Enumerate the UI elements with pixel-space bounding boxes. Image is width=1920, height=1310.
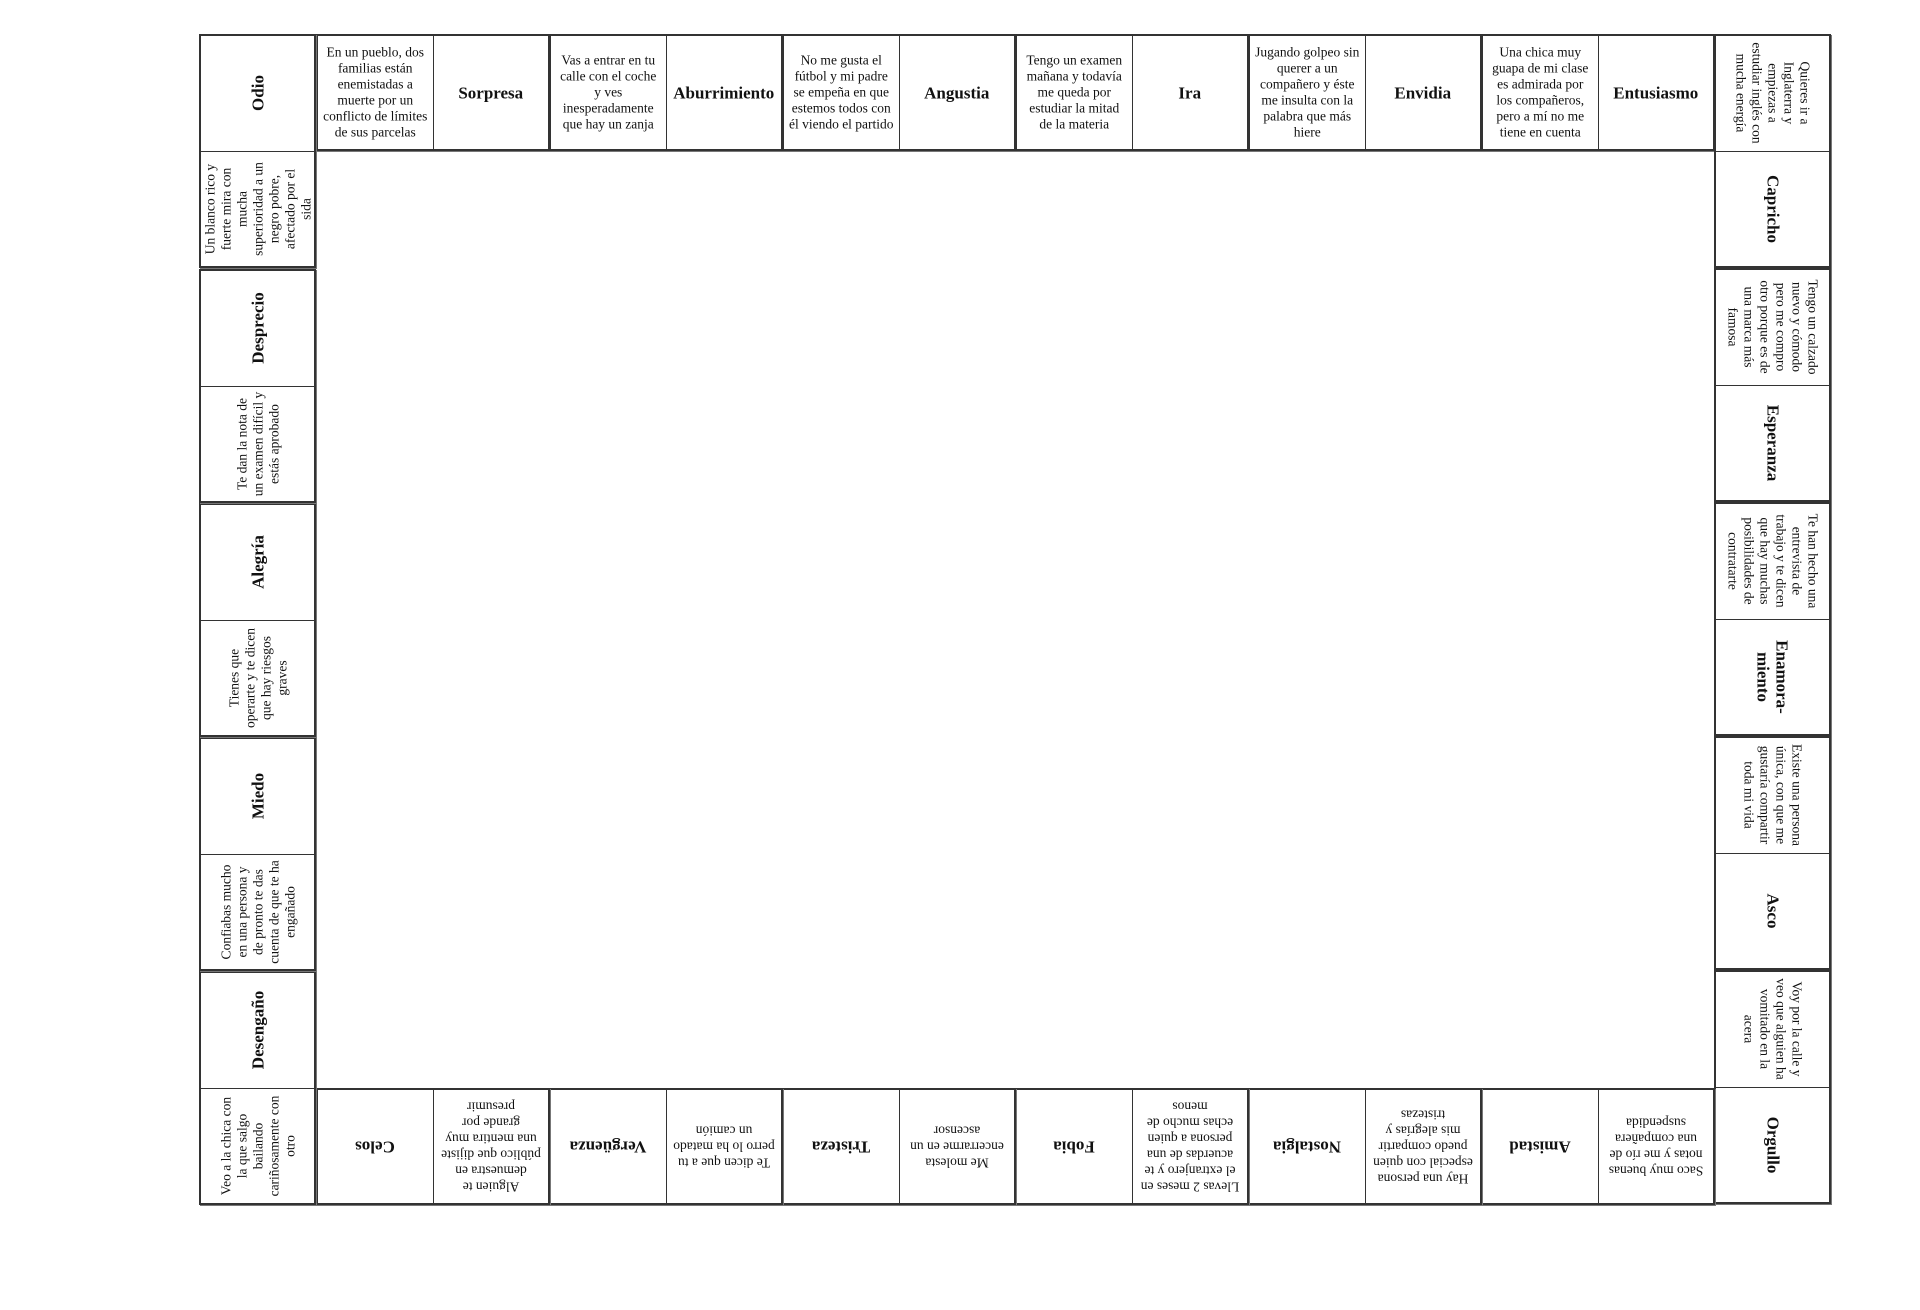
- domino-card: [199, 34, 316, 268]
- emotion-word: Desprecio: [248, 292, 267, 364]
- situation-text: Vas a entrar en tu calle con el coche y ves inesperadamente que hay un zanja: [560, 52, 657, 132]
- situation-text: Te han hecho una entrevista de trabajo y te dicen que hay muchas posibilidades de contratarte: [1725, 513, 1821, 609]
- domino-card: [1015, 1088, 1249, 1205]
- domino-card: [199, 269, 316, 503]
- emotion-word: Ira: [1178, 83, 1202, 102]
- emotion-word: Alegría: [248, 535, 267, 590]
- domino-card: [1481, 1088, 1715, 1205]
- domino-card: [1481, 34, 1715, 151]
- domino-card: [199, 971, 316, 1205]
- emotion-word: Miedo: [248, 773, 267, 820]
- emotion-word: Nostalgia: [1273, 1137, 1342, 1156]
- situation-text: Alguien te demuestra en público que dijiste una mentira muy grande por presumir: [440, 1099, 541, 1195]
- situation-text: Llevas 2 meses en el extranjero y te acuerdas de una persona a quien echas mucho de menos: [1140, 1099, 1240, 1195]
- domino-card: [1714, 502, 1831, 736]
- emotion-word: Envidia: [1394, 83, 1452, 102]
- emotion-word: Aburrimiento: [673, 83, 775, 102]
- emotion-word: Asco: [1763, 893, 1782, 929]
- emotion-word: Angustia: [924, 83, 990, 102]
- situation-text: Te dan la nota de un examen difícil y estás aprobado: [233, 391, 281, 497]
- emotion-word: Enamora-miento: [1753, 639, 1792, 714]
- domino-card: [1714, 970, 1831, 1204]
- situation-text: Existe una persona única, con que me gustaría compartir toda mi vida: [1741, 744, 1805, 847]
- situation-text: Jugando golpeo sin querer a un compañero y éste me insulta con la palabra que más hiere: [1255, 44, 1360, 140]
- emotion-word: Odio: [248, 75, 267, 112]
- situation-text: Tienes que operarte y te dicen que hay riesgos graves: [225, 627, 289, 728]
- situation-text: Te dicen que a tu perro lo ha matado un camión: [672, 1123, 775, 1171]
- situation-text: Hay una persona especial con quien puedo compartir mis alegrías y tristezas: [1372, 1107, 1473, 1187]
- domino-card: [316, 1088, 550, 1205]
- emotion-word: Celos: [355, 1137, 396, 1156]
- domino-card: [782, 1088, 1016, 1205]
- emotion-word: Vergüenza: [569, 1137, 647, 1156]
- domino-card: [1015, 34, 1249, 151]
- domino-card: [316, 34, 550, 151]
- domino-card: [1714, 736, 1831, 970]
- situation-text: En un pueblo, dos familias están enemistadas a muerte por un conflicto de límites de sus parcelas: [323, 44, 428, 140]
- emotion-word: Entusiasmo: [1613, 83, 1699, 102]
- domino-card: [549, 1088, 783, 1205]
- emotion-word: Fobia: [1053, 1137, 1096, 1156]
- emotion-word: Amistad: [1509, 1137, 1571, 1156]
- domino-card: [1248, 34, 1482, 151]
- emotion-word: Desengaño: [248, 991, 267, 1070]
- domino-card: [1714, 34, 1831, 268]
- situation-text: Confiabas mucho en una persona y de pronto te das cuenta de que te ha engañado: [217, 860, 297, 964]
- domino-card: [782, 34, 1016, 151]
- emotion-word: Sorpresa: [458, 83, 524, 102]
- emotion-word: Esperanza: [1763, 404, 1782, 481]
- emotion-word: Capricho: [1763, 174, 1782, 243]
- situation-text: Un blanco rico y fuerte mira con mucha superioridad a un negro pobre, afectado por el sida: [201, 161, 313, 256]
- emotion-word: Tristeza: [812, 1137, 871, 1156]
- domino-card: [549, 34, 783, 151]
- domino-card: [1248, 1088, 1482, 1205]
- domino-card: [1714, 268, 1831, 502]
- domino-card: [199, 503, 316, 737]
- situation-text: Una chica muy guapa de mi clase es admirada por los compañeros, pero a mí no me tiene en cuenta: [1492, 44, 1589, 140]
- situation-text: Tengo un examen mañana y todavía me queda por estudiar la mitad de la materia: [1026, 52, 1123, 132]
- situation-text: Saco muy buenas notas y me río de una compañera suspendida: [1608, 1115, 1703, 1179]
- situation-text: Voy por la calle y veo que alguien ha vomitado en la acera: [1741, 978, 1805, 1081]
- domino-card: [199, 737, 316, 971]
- emotion-word: Orgullo: [1763, 1116, 1782, 1174]
- situation-text: Quieres ir a Inglaterra y empiezas a estudiar inglés con mucha energía: [1733, 42, 1813, 144]
- situation-text: Veo a la chica con la que salgo bailando cariñosamente con otro: [217, 1095, 297, 1197]
- situation-text: Me molesta encerrarme en un ascensor: [909, 1123, 1004, 1171]
- situation-text: No me gusta el fútbol y mi padre se empeña en que estemos todos con él viendo el partido: [788, 52, 894, 132]
- situation-text: Tengo un calzado nuevo y cómodo pero me compro otro porque es de una marca más famosa: [1725, 279, 1821, 375]
